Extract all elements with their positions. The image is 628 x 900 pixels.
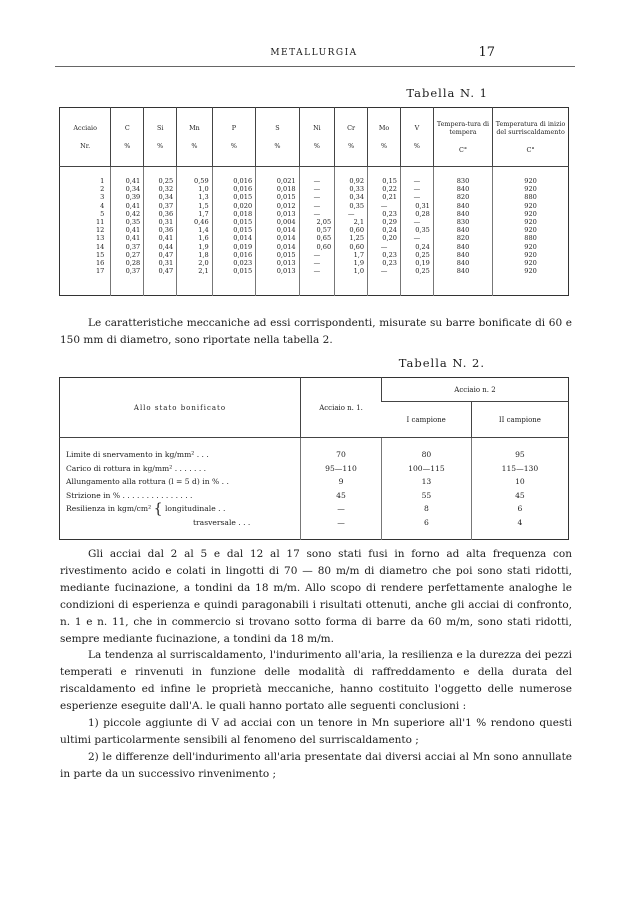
col-header: S %: [256, 108, 299, 167]
table-cell: 840: [433, 267, 492, 296]
table-cell: 0,25: [400, 251, 433, 259]
table-cell: 12: [95, 226, 105, 235]
table-row: [60, 267, 569, 296]
table-cell: 0,016: [212, 185, 255, 193]
header-rule: [55, 66, 575, 67]
table-cell: 0,15: [368, 167, 401, 186]
table-row: [60, 167, 569, 186]
col-header: Ni %: [299, 108, 335, 167]
col-header: Mo %: [368, 108, 401, 167]
table-cell: —: [368, 243, 401, 251]
table-cell: 0,012: [256, 202, 299, 210]
table-cell: 0,25: [144, 167, 177, 186]
table-row: [60, 234, 569, 242]
table-cell: 0,35: [335, 202, 368, 210]
table-cell: 0,92: [335, 167, 368, 186]
table-cell: 0,37: [144, 202, 177, 210]
table-cell: 1: [100, 177, 105, 185]
table-cell: 0,31: [144, 218, 177, 226]
table-cell: 920: [493, 210, 569, 218]
table-cell: 0,47: [144, 267, 177, 296]
table-cell: 840: [433, 210, 492, 218]
table-cell: 920: [493, 218, 569, 226]
table-cell: 0,014: [256, 226, 299, 234]
table-cell: 830: [433, 218, 492, 226]
table-cell: 2,0: [177, 259, 213, 267]
table-cell: 830: [433, 167, 492, 186]
table-cell: 0,36: [144, 210, 177, 218]
table2-caption: Tabella N. 2.: [398, 356, 485, 370]
table-cell: 0,60: [335, 243, 368, 251]
table-cell: 0,47: [144, 251, 177, 259]
col-header: Mn %: [177, 108, 213, 167]
table-cell: 0,24: [368, 226, 401, 234]
table-cell: 880: [493, 193, 569, 201]
table-cell: 880: [493, 234, 569, 242]
brace-glyph: {: [153, 501, 163, 518]
table-cell: 13: [95, 234, 105, 243]
col-header: Acciaio Nr.: [60, 108, 111, 167]
conclusion-item-1: 1) piccole aggiunte di V ad acciai con un tenore in Mn superiore all'1 % rendono questi ultimi particolarmente sensibili al fenomeno del surriscaldamento ;: [60, 717, 572, 746]
table-cell: 920: [493, 226, 569, 234]
table-row: Strizione in % . . . . . . . . . . . . . . . 45 55 45: [60, 489, 569, 503]
table-cell: 0,33: [335, 185, 368, 193]
table-cell: 16: [95, 259, 105, 268]
table-row: [60, 193, 569, 201]
table-cell: 0,020: [212, 202, 255, 210]
table-cell: 0,23: [368, 210, 401, 218]
table-cell: 0,19: [400, 259, 433, 267]
table-cell: 0,019: [212, 243, 255, 251]
table-cell: 920: [493, 167, 569, 186]
table-cell: 1,9: [335, 259, 368, 267]
table-row: [60, 243, 569, 251]
table-cell: —: [299, 259, 335, 267]
table-cell: 0,39: [111, 193, 144, 201]
table-cell: 0,015: [256, 251, 299, 259]
table-cell: 920: [493, 185, 569, 193]
table-cell: 11: [95, 218, 105, 227]
table-cell: 0,023: [212, 259, 255, 267]
table-cell: 0,015: [212, 193, 255, 201]
col-steel2: Acciaio n. 2: [382, 378, 569, 402]
conclusions-block: [60, 647, 572, 783]
table-cell: 0,27: [111, 251, 144, 259]
table-cell: 1,3: [177, 193, 213, 201]
table-cell: 0,014: [212, 234, 255, 242]
table-row: Resilienza in kgm/cm² { longitudinale . . — 8 6: [60, 502, 569, 516]
table-cell: 15: [95, 250, 105, 259]
table-cell: 0,60: [299, 243, 335, 251]
table-cell: 0,44: [144, 243, 177, 251]
table-cell: 0,22: [368, 185, 401, 193]
table-cell: 14: [95, 242, 105, 251]
table-row: [60, 259, 569, 267]
table-cell: 0,41: [111, 202, 144, 210]
table-cell: 0,35: [111, 218, 144, 226]
table-cell: 0,34: [111, 185, 144, 193]
table-cell: —: [400, 185, 433, 193]
table-cell: 1,6: [177, 234, 213, 242]
table-cell: 0,42: [111, 210, 144, 218]
table-cell: 820: [433, 193, 492, 201]
table-cell: —: [299, 251, 335, 259]
table-cell: 1,8: [177, 251, 213, 259]
table-cell: 0,37: [111, 243, 144, 251]
table-cell: 840: [433, 259, 492, 267]
composition-table: [59, 107, 569, 296]
table-cell: 0,015: [212, 226, 255, 234]
table-row: [60, 185, 569, 193]
table-cell: 920: [493, 202, 569, 210]
table-cell: 0,015: [212, 218, 255, 226]
table-cell: 1,4: [177, 226, 213, 234]
table-cell: 0,31: [400, 202, 433, 210]
table-cell: 0,20: [368, 234, 401, 242]
table-cell: 840: [433, 243, 492, 251]
col-header: C %: [111, 108, 144, 167]
table-cell: 0,014: [256, 234, 299, 242]
table-cell: 1,9: [177, 243, 213, 251]
table-cell: 2,1: [177, 267, 213, 296]
table-cell: 0,23: [368, 251, 401, 259]
table-cell: 3: [100, 193, 105, 202]
table-cell: 0,015: [256, 193, 299, 201]
table-cell: 0,018: [212, 210, 255, 218]
table-cell: 0,013: [256, 210, 299, 218]
col-header: Tempera-tura di tempera C°: [433, 108, 492, 167]
table-row: Allungamento alla rottura (l = 5 d) in % . . 9 13 10: [60, 475, 569, 489]
table-cell: 0,41: [111, 234, 144, 242]
table-cell: 0,25: [400, 267, 433, 296]
table-cell: 0,41: [111, 226, 144, 234]
col-steel1: Acciaio n. 1.: [301, 378, 382, 438]
table-cell: 0,37: [111, 267, 144, 296]
table-cell: —: [299, 167, 335, 186]
table-row: Carico di rottura in kg/mm² . . . . . . . 95—110 100—115 115—130: [60, 462, 569, 476]
table-cell: 1,5: [177, 202, 213, 210]
table-cell: 0,016: [212, 167, 255, 186]
resilience-label: Resilienza in kgm/cm²: [66, 504, 152, 514]
table-cell: 1,7: [335, 251, 368, 259]
table-cell: 1,25: [335, 234, 368, 242]
running-header: METALLURGIA: [270, 48, 358, 58]
table-cell: 2,1: [335, 218, 368, 226]
table-cell: 0,65: [299, 234, 335, 242]
table-cell: 0,021: [256, 167, 299, 186]
table-cell: 0,36: [144, 226, 177, 234]
table-cell: 0,016: [212, 251, 255, 259]
paragraph-intro: Le caratteristiche meccaniche ad essi corrispondenti, misurate su barre bonificate di 60 e 150 mm di diametro, sono riportate nella tabella 2.: [60, 317, 572, 346]
table-cell: 0,57: [299, 226, 335, 234]
table-cell: 0,34: [144, 193, 177, 201]
table-cell: 0,31: [144, 259, 177, 267]
table-cell: 920: [493, 251, 569, 259]
table-row: [60, 226, 569, 234]
table-cell: —: [400, 234, 433, 242]
table-cell: 4: [100, 201, 105, 210]
table-cell: 0,015: [212, 267, 255, 296]
table-cell: —: [400, 218, 433, 226]
table-cell: 820: [433, 234, 492, 242]
col-header: Si %: [144, 108, 177, 167]
paragraph-conclusions: La tendenza al surriscaldamento, l'indurimento all'aria, la resilienza e la durezza dei pezzi temperati e rinvenuti in funzione delle modalità di raffreddamento e della durata del riscaldamento ed infine le proprietà meccaniche, hanno costituito l'oggetto delle numerose esperienze eseguite dall'A. le quali hanno portato alle seguenti conclusioni :: [60, 649, 572, 712]
table-row: [60, 218, 569, 226]
col-header: Cr %: [335, 108, 368, 167]
table-cell: 0,29: [368, 218, 401, 226]
table-cell: 920: [493, 259, 569, 267]
table-cell: 840: [433, 251, 492, 259]
col-sample2: II campione: [471, 402, 568, 438]
table-cell: —: [368, 202, 401, 210]
table-cell: 0,28: [111, 259, 144, 267]
table-cell: 920: [493, 267, 569, 296]
table-cell: 0,41: [144, 234, 177, 242]
table-cell: 0,46: [177, 218, 213, 226]
table-cell: 0,013: [256, 267, 299, 296]
table-cell: 17: [95, 267, 105, 276]
table-cell: 0,32: [144, 185, 177, 193]
table-cell: 0,014: [256, 243, 299, 251]
table-cell: 2: [100, 185, 105, 194]
table-cell: 0,21: [368, 193, 401, 201]
table-cell: 840: [433, 226, 492, 234]
table-cell: —: [299, 193, 335, 201]
table-cell: 0,35: [400, 226, 433, 234]
table-cell: 920: [493, 243, 569, 251]
table-row: [60, 210, 569, 218]
table-cell: —: [368, 267, 401, 296]
conclusion-item-2: 2) le differenze dell'indurimento all'aria presentate dai diversi acciai al Mn sono annullate in parte da un successivo rinvenimento ;: [60, 751, 572, 780]
table-row: [60, 251, 569, 259]
table-cell: 5: [100, 209, 105, 218]
table-cell: 1,7: [177, 210, 213, 218]
col-sample1: I campione: [382, 402, 472, 438]
table-cell: 0,60: [335, 226, 368, 234]
table-cell: —: [400, 167, 433, 186]
col-header: V %: [400, 108, 433, 167]
table-cell: 0,23: [368, 259, 401, 267]
table-cell: —: [299, 202, 335, 210]
table-cell: —: [299, 210, 335, 218]
col-state: Allo stato bonificato: [60, 378, 301, 438]
table-cell: 1,0: [177, 185, 213, 193]
table-cell: 2,05: [299, 218, 335, 226]
table-cell: —: [400, 193, 433, 201]
table-cell: —: [299, 185, 335, 193]
table-row: [60, 202, 569, 210]
table-row: Limite di snervamento in kg/mm² . . . 70 80 95: [60, 438, 569, 462]
col-header: P %: [212, 108, 255, 167]
col-header: Temperatura di inizio del surriscaldamento C°: [493, 108, 569, 167]
table-cell: 840: [433, 202, 492, 210]
mechanical-properties-table: [59, 377, 569, 540]
table-cell: 0,59: [177, 167, 213, 186]
table-cell: 0,004: [256, 218, 299, 226]
table-row: trasversale . . . — 6 4: [60, 516, 569, 540]
table-cell: —: [335, 210, 368, 218]
paragraph-method: Gli acciai dal 2 al 5 e dal 12 al 17 sono stati fusi in forno ad alta frequenza con rivestimento acido e colati in lingotti di 70 — 80 m/m di diametro che poi sono stati ridotti, mediante fucinazione, a tondini da 18 m/m. Allo scopo di rendere perfettamente analoghe le condizioni di esperienza e quindi paragonabili i risultati ottenuti, anche gli acciai di confronto, n. 1 e n. 11, che in commercio si trovano sotto forma di barre da 60 m/m, sono stati ridotti, sempre mediante fucinazione, a tondini da 18 m/m.: [60, 548, 572, 645]
table-cell: 0,24: [400, 243, 433, 251]
table-cell: —: [299, 267, 335, 296]
table-cell: 840: [433, 185, 492, 193]
table1-caption: Tabella N. 1: [406, 86, 488, 100]
page-number: 17: [478, 45, 495, 60]
table-cell: 0,28: [400, 210, 433, 218]
table-cell: 1,0: [335, 267, 368, 296]
table-cell: 0,013: [256, 259, 299, 267]
table-cell: 0,34: [335, 193, 368, 201]
table-cell: 0,41: [111, 167, 144, 186]
table-cell: 0,018: [256, 185, 299, 193]
